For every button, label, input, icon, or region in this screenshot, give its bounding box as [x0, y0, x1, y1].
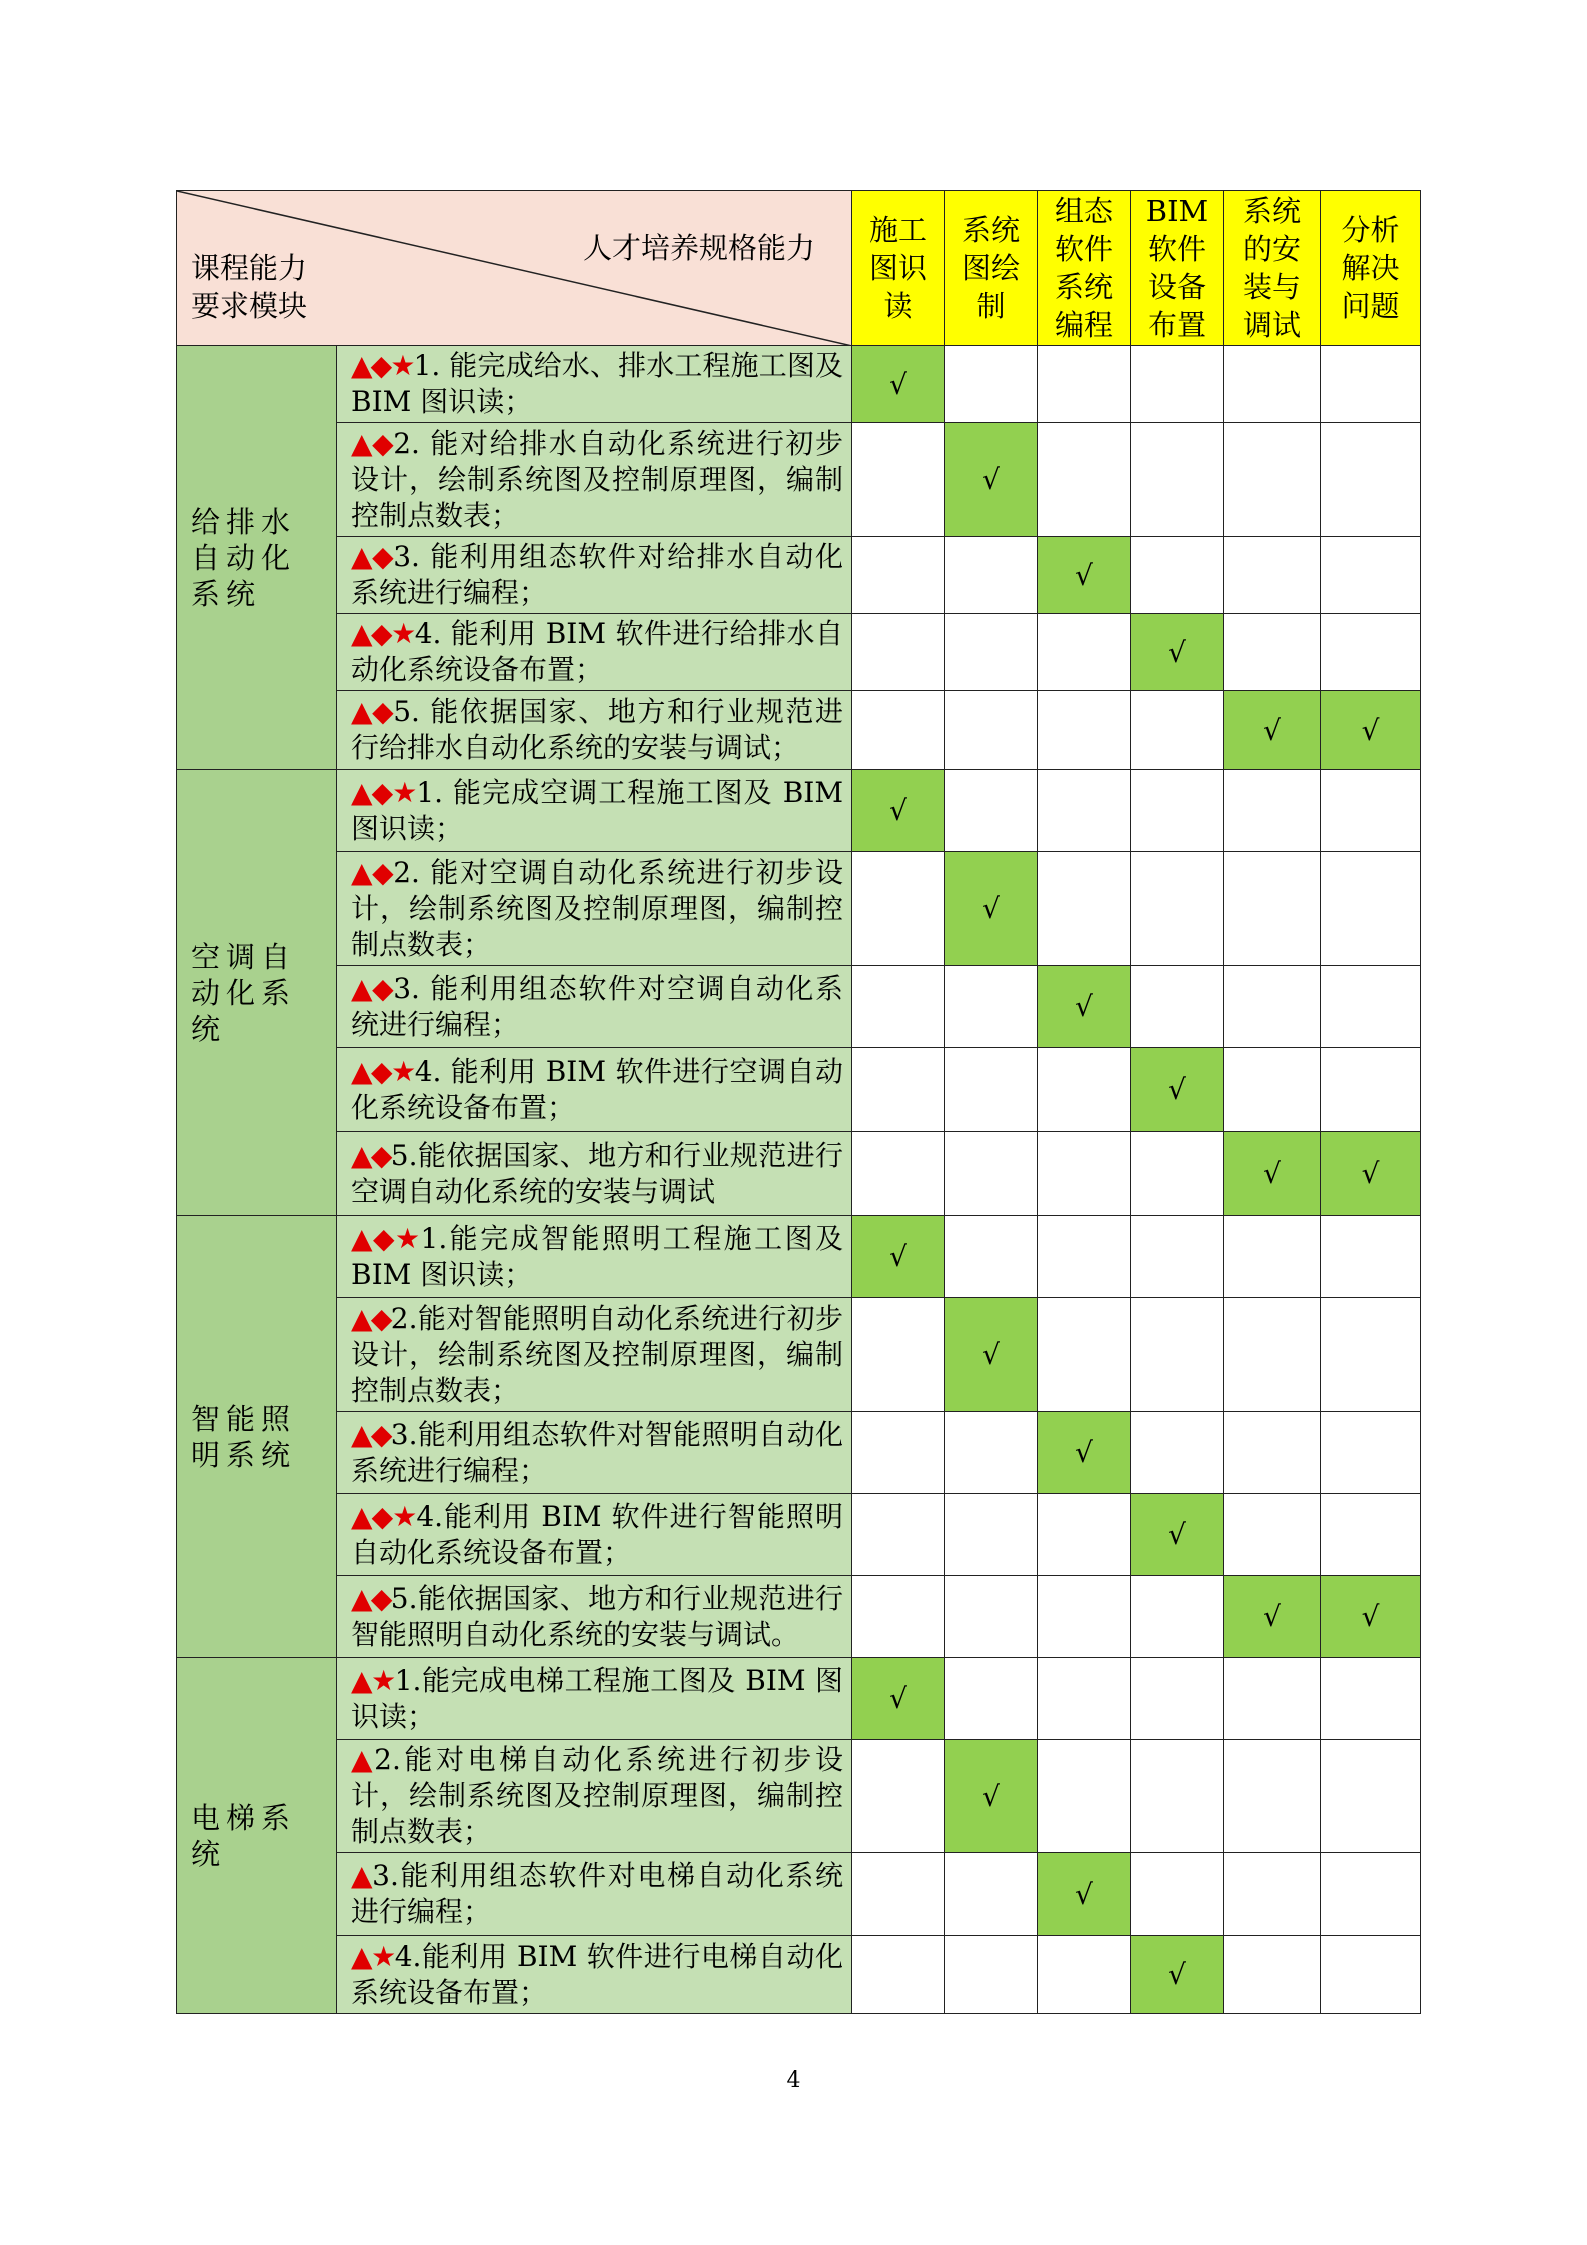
empty-cell [1321, 966, 1421, 1048]
empty-cell [1321, 1048, 1421, 1132]
empty-cell [1224, 1048, 1321, 1132]
check-cell [1224, 1576, 1321, 1658]
requirement-text: 1. 能完成空调工程施工图及 BIM 图识读； [351, 775, 843, 845]
empty-cell [1321, 1298, 1421, 1412]
table-row [177, 1132, 1421, 1216]
table-row [177, 1853, 1421, 1936]
requirement-cell [337, 1132, 852, 1216]
skill-column-header [945, 191, 1038, 346]
requirement-text: 4. 能利用 BIM 软件进行空调自动化系统设备布置； [351, 1054, 843, 1124]
importance-symbols: ▲◆ [351, 540, 394, 573]
empty-cell [945, 537, 1038, 614]
table-row [177, 1216, 1421, 1298]
empty-cell [945, 1658, 1038, 1740]
empty-cell [945, 966, 1038, 1048]
table-row [177, 1412, 1421, 1494]
empty-cell [1224, 614, 1321, 691]
importance-symbols: ▲◆★ [351, 775, 417, 809]
empty-cell [852, 1576, 945, 1658]
requirement-text: 5.能依据国家、地方和行业规范进行空调自动化系统的安装与调试 [351, 1138, 843, 1208]
header-row [177, 191, 1421, 346]
skill-header-line: 装与 [1242, 270, 1301, 304]
importance-symbols: ▲◆ [351, 426, 394, 460]
check-cell [1038, 966, 1131, 1048]
check-cell [1038, 537, 1131, 614]
check-mark: √ [982, 1338, 1000, 1371]
requirement-cell [337, 691, 852, 770]
empty-cell [1131, 1853, 1224, 1936]
empty-cell [1038, 1494, 1131, 1576]
importance-symbols: ▲◆★ [351, 349, 414, 382]
empty-cell [1321, 346, 1421, 423]
empty-cell [945, 691, 1038, 770]
check-mark: √ [982, 1779, 1000, 1813]
importance-symbols: ▲◆★ [351, 1221, 421, 1255]
empty-cell [1224, 346, 1321, 423]
requirement-text: 5. 能依据国家、地方和行业规范进行给排水自动化系统的安装与调试； [351, 695, 843, 764]
requirement-text: 4. 能利用 BIM 软件进行给排水自动化系统设备布置； [351, 617, 843, 686]
requirement-cell [337, 966, 852, 1048]
check-cell [852, 1216, 945, 1298]
skill-header-line: 系统 [1242, 194, 1301, 228]
skill-header-line: 编程 [1054, 308, 1113, 342]
empty-cell [852, 1298, 945, 1412]
check-mark: √ [1361, 1157, 1380, 1190]
empty-cell [1321, 1412, 1421, 1494]
check-cell [1321, 1132, 1421, 1216]
empty-cell [1131, 537, 1224, 614]
check-cell [852, 346, 945, 423]
empty-cell [945, 1936, 1038, 2014]
empty-cell [1131, 1658, 1224, 1740]
table-row [177, 770, 1421, 852]
empty-cell [1131, 1576, 1224, 1658]
empty-cell [1038, 1048, 1131, 1132]
empty-cell [1038, 1576, 1131, 1658]
module-name-cell: 电梯系统 [177, 1658, 337, 2014]
empty-cell [1131, 966, 1224, 1048]
requirement-cell [337, 1740, 852, 1853]
requirement-cell [337, 423, 852, 537]
empty-cell [1038, 346, 1131, 423]
check-cell [1224, 691, 1321, 770]
check-mark: √ [1075, 990, 1093, 1023]
empty-cell [945, 1216, 1038, 1298]
empty-cell [945, 346, 1038, 423]
check-mark: √ [1168, 1958, 1186, 1991]
importance-symbols: ▲◆ [351, 1301, 391, 1335]
importance-symbols: ▲★ [351, 1663, 395, 1697]
skill-header-line: 系统 [961, 213, 1020, 247]
empty-cell [1131, 1132, 1224, 1216]
empty-cell [1321, 537, 1421, 614]
skill-header-line: 系统 [1054, 270, 1113, 304]
skill-header-line: 解决 [1341, 251, 1400, 285]
empty-cell [945, 770, 1038, 852]
check-mark: √ [1263, 713, 1281, 747]
skill-header-line: 软件 [1054, 232, 1113, 266]
empty-cell [1038, 770, 1131, 852]
requirement-text: 3.能利用组态软件对电梯自动化系统进行编程； [351, 1859, 843, 1928]
empty-cell [1321, 1936, 1421, 2014]
module-name-cell: 空调自动化系统 [177, 770, 337, 1216]
importance-symbols: ▲◆ [351, 1417, 391, 1451]
skill-header-line: 问题 [1341, 289, 1400, 323]
table-row [177, 1658, 1421, 1740]
skill-header-line: BIM [1145, 194, 1209, 228]
check-mark: √ [889, 367, 907, 401]
empty-cell [1321, 1216, 1421, 1298]
table-row [177, 537, 1421, 614]
requirement-text: 4.能利用 BIM 软件进行智能照明自动化系统设备布置； [351, 1499, 843, 1569]
empty-cell [1224, 852, 1321, 966]
check-mark: √ [1168, 1518, 1186, 1551]
empty-cell [1131, 691, 1224, 770]
skill-column-header [1224, 191, 1321, 346]
table-row [177, 1048, 1421, 1132]
requirement-cell [337, 1216, 852, 1298]
empty-cell [1038, 614, 1131, 691]
empty-cell [1224, 1936, 1321, 2014]
requirement-text: 2.能对智能照明自动化系统进行初步设计，绘制系统图及控制原理图，编制控制点数表； [351, 1301, 843, 1407]
diagonal-header-cell [177, 191, 852, 346]
requirement-cell [337, 1576, 852, 1658]
check-cell [1321, 691, 1421, 770]
check-cell [852, 770, 945, 852]
requirement-cell [337, 1936, 852, 2014]
check-mark: √ [982, 892, 1000, 925]
empty-cell [1131, 1740, 1224, 1853]
table-row [177, 1298, 1421, 1412]
table-row [177, 966, 1421, 1048]
check-mark: √ [889, 1240, 907, 1273]
requirement-cell [337, 1048, 852, 1132]
skill-column-header [1038, 191, 1131, 346]
check-cell [852, 1658, 945, 1740]
table-row [177, 423, 1421, 537]
requirement-cell [337, 1853, 852, 1936]
requirement-text: 2.能对电梯自动化系统进行初步设计，绘制系统图及控制原理图，编制控制点数表； [351, 1743, 843, 1848]
table-row [177, 1494, 1421, 1576]
requirement-text: 3. 能利用组态软件对空调自动化系统进行编程； [351, 971, 843, 1041]
importance-symbols: ▲◆ [351, 695, 394, 728]
module-name-cell: 智能照明系统 [177, 1216, 337, 1658]
empty-cell [945, 1853, 1038, 1936]
check-mark: √ [1168, 635, 1186, 669]
empty-cell [1131, 1216, 1224, 1298]
empty-cell [852, 1412, 945, 1494]
empty-cell [1038, 1298, 1131, 1412]
check-cell [1131, 1494, 1224, 1576]
empty-cell [945, 1048, 1038, 1132]
importance-symbols: ▲◆ [351, 855, 394, 889]
skill-header-line: 设备 [1147, 270, 1206, 304]
importance-symbols: ▲◆★ [351, 1054, 415, 1088]
requirement-text: 1.能完成电梯工程施工图及 BIM 图识读； [351, 1663, 843, 1733]
empty-cell [1321, 1740, 1421, 1853]
requirement-cell [337, 1494, 852, 1576]
check-mark: √ [1168, 1073, 1186, 1106]
empty-cell [852, 1494, 945, 1576]
check-mark: √ [1263, 1600, 1281, 1633]
empty-cell [945, 1132, 1038, 1216]
requirement-text: 2. 能对空调自动化系统进行初步设计，绘制系统图及控制原理图，编制控制点数表； [351, 855, 843, 961]
importance-symbols: ▲◆★ [351, 617, 415, 650]
empty-cell [852, 966, 945, 1048]
table-row [177, 1576, 1421, 1658]
table-row [177, 346, 1421, 423]
empty-cell [1224, 537, 1321, 614]
importance-symbols: ▲ [351, 1743, 375, 1776]
requirement-text: 3. 能利用组态软件对给排水自动化系统进行编程； [351, 540, 843, 609]
empty-cell [1224, 1740, 1321, 1853]
empty-cell [1321, 423, 1421, 537]
skill-column-header [1321, 191, 1421, 346]
empty-cell [1224, 1853, 1321, 1936]
check-mark: √ [982, 463, 1000, 496]
empty-cell [1224, 1216, 1321, 1298]
empty-cell [852, 1853, 945, 1936]
requirement-text: 5.能依据国家、地方和行业规范进行智能照明自动化系统的安装与调试。 [351, 1581, 843, 1651]
skill-header-line: 调试 [1242, 308, 1301, 342]
importance-symbols: ▲◆ [351, 1138, 391, 1172]
importance-symbols: ▲ [351, 1859, 373, 1892]
empty-cell [1321, 1494, 1421, 1576]
requirement-cell [337, 1412, 852, 1494]
skill-header-line: 软件 [1147, 232, 1206, 266]
requirement-cell [337, 614, 852, 691]
empty-cell [1321, 1658, 1421, 1740]
column-axis-label: 人才培养规格能力 [582, 231, 815, 265]
check-cell [1038, 1412, 1131, 1494]
skill-column-header [852, 191, 945, 346]
check-mark: √ [889, 794, 907, 827]
empty-cell [1321, 770, 1421, 852]
empty-cell [945, 1494, 1038, 1576]
empty-cell [945, 614, 1038, 691]
skill-header-line: 施工 [868, 213, 927, 247]
importance-symbols: ▲★ [351, 1939, 395, 1973]
skill-column-header [1131, 191, 1224, 346]
empty-cell [1038, 852, 1131, 966]
empty-cell [1131, 1412, 1224, 1494]
table-row [177, 691, 1421, 770]
table-row [177, 1740, 1421, 1853]
empty-cell [852, 537, 945, 614]
table-row [177, 852, 1421, 966]
empty-cell [1038, 1936, 1131, 2014]
skill-header-line: 布置 [1147, 308, 1206, 342]
table-row [177, 614, 1421, 691]
empty-cell [1131, 423, 1224, 537]
empty-cell [1224, 1658, 1321, 1740]
empty-cell [1321, 852, 1421, 966]
empty-cell [1038, 1216, 1131, 1298]
page-number: 4 [786, 2068, 801, 2093]
empty-cell [1224, 770, 1321, 852]
empty-cell [1131, 1298, 1224, 1412]
empty-cell [1224, 1298, 1321, 1412]
skill-header-line: 的安 [1242, 232, 1301, 266]
requirement-cell [337, 1298, 852, 1412]
check-cell [1131, 1936, 1224, 2014]
empty-cell [1224, 1412, 1321, 1494]
check-mark: √ [1361, 713, 1380, 747]
importance-symbols: ▲◆★ [351, 1499, 417, 1533]
empty-cell [852, 1048, 945, 1132]
empty-cell [852, 1740, 945, 1853]
empty-cell [1038, 1740, 1131, 1853]
row-axis-label: 课程能力 要求模块 [191, 251, 308, 323]
check-cell [945, 852, 1038, 966]
empty-cell [852, 423, 945, 537]
empty-cell [852, 614, 945, 691]
check-cell [1038, 1853, 1131, 1936]
empty-cell [852, 852, 945, 966]
empty-cell [1131, 770, 1224, 852]
table-row [177, 1936, 1421, 2014]
check-mark: √ [1361, 1600, 1380, 1633]
requirement-text: 1.能完成智能照明工程施工图及 BIM 图识读； [351, 1221, 844, 1291]
empty-cell [1038, 1132, 1131, 1216]
empty-cell [1224, 423, 1321, 537]
empty-cell [1038, 691, 1131, 770]
empty-cell [852, 1936, 945, 2014]
check-mark: √ [1075, 1877, 1093, 1911]
check-cell [1131, 1048, 1224, 1132]
requirement-cell [337, 852, 852, 966]
empty-cell [1224, 966, 1321, 1048]
empty-cell [1131, 346, 1224, 423]
empty-cell [852, 1132, 945, 1216]
importance-symbols: ▲◆ [351, 1581, 391, 1615]
skill-header-line: 图绘 [961, 251, 1020, 285]
matrix-body [177, 346, 1421, 2014]
requirement-cell [337, 346, 852, 423]
empty-cell [852, 691, 945, 770]
check-cell [1321, 1576, 1421, 1658]
requirement-cell [337, 1658, 852, 1740]
check-mark: √ [1075, 1436, 1093, 1469]
empty-cell [1038, 1658, 1131, 1740]
empty-cell [1321, 614, 1421, 691]
importance-symbols: ▲◆ [351, 971, 394, 1005]
skill-header-line: 制 [976, 289, 1006, 323]
check-cell [945, 423, 1038, 537]
check-cell [1224, 1132, 1321, 1216]
empty-cell [945, 1412, 1038, 1494]
requirement-text: 4.能利用 BIM 软件进行电梯自动化系统设备布置； [351, 1939, 843, 2009]
requirement-cell [337, 537, 852, 614]
check-cell [945, 1298, 1038, 1412]
empty-cell [945, 1576, 1038, 1658]
check-cell [1131, 614, 1224, 691]
skill-header-line: 图识 [868, 251, 927, 285]
capability-matrix-table [176, 190, 1421, 2014]
requirement-text: 1. 能完成给水、排水工程施工图及 BIM 图识读； [351, 349, 843, 418]
module-name-cell: 给排水自动化系统 [177, 346, 337, 770]
empty-cell [1321, 1853, 1421, 1936]
check-mark: √ [1075, 558, 1093, 592]
skill-header-line: 读 [883, 289, 913, 323]
empty-cell [1038, 423, 1131, 537]
requirement-text: 2. 能对给排水自动化系统进行初步设计，绘制系统图及控制原理图，编制控制点数表； [351, 426, 843, 532]
skill-header-line: 组态 [1054, 194, 1113, 228]
check-mark: √ [889, 1682, 907, 1715]
empty-cell [1131, 852, 1224, 966]
requirement-text: 3.能利用组态软件对智能照明自动化系统进行编程； [351, 1417, 843, 1487]
empty-cell [1224, 1494, 1321, 1576]
check-cell [945, 1740, 1038, 1853]
check-mark: √ [1263, 1157, 1281, 1190]
requirement-cell [337, 770, 852, 852]
skill-header-line: 分析 [1341, 213, 1400, 247]
